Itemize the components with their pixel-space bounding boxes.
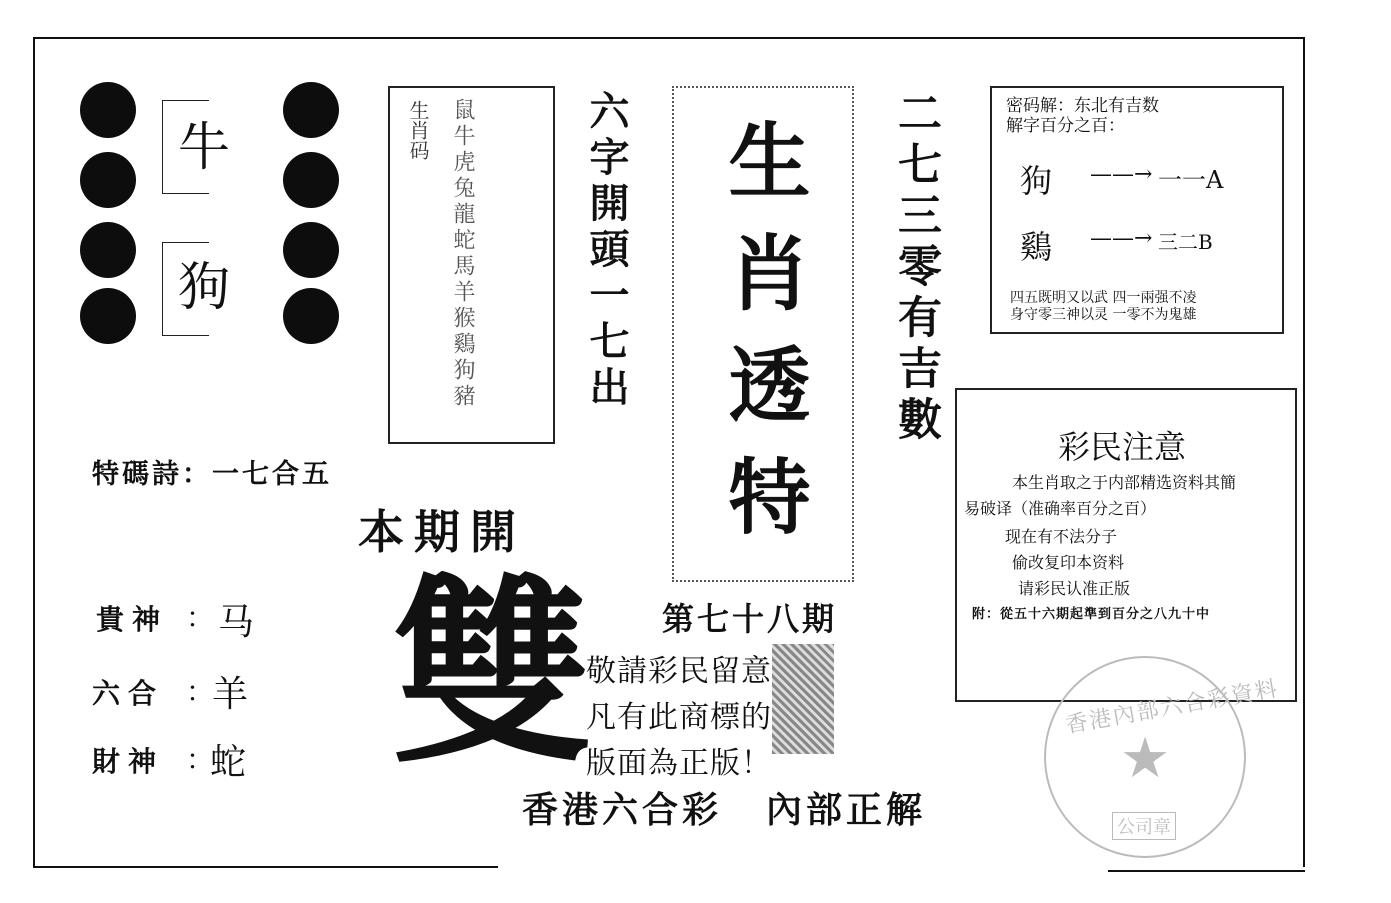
notice-line-1: 本生肖取之于内部精选资料其簡 (1012, 473, 1237, 492)
noble-god-label: 貴神 (96, 603, 169, 636)
cipher-zodiac-2: 鷄 (1020, 228, 1053, 266)
special-code-poem: 特碼詩：一七合五 (92, 459, 332, 490)
black-dot (283, 152, 339, 208)
black-dot (80, 152, 136, 208)
cipher-code-1: 一一A (1158, 166, 1224, 194)
black-dot (80, 288, 136, 344)
center-title: 生肖透特 (715, 118, 811, 566)
frame-bottom-border-left (33, 866, 498, 868)
zodiac-pick-top: 牛 (178, 118, 231, 178)
notice-line-4: 偷改复印本资料 (1012, 553, 1125, 572)
frame-left-border (33, 37, 35, 867)
star-icon: ★ (1120, 726, 1171, 791)
arrow-right-icon: ——→ (1090, 162, 1153, 187)
black-dot (80, 222, 136, 278)
issue-number: 第七十八期 (662, 600, 838, 638)
zodiac-pick-bottom: 狗 (178, 258, 231, 318)
this-issue-heading: 本期開 (358, 505, 526, 559)
six-char-heading: 六字開頭一七出 (583, 90, 630, 412)
black-dot (283, 82, 339, 138)
arrow-right-icon: ——→ (1090, 226, 1153, 251)
notice-line-5: 请彩民认准正版 (1018, 579, 1131, 598)
wealth-god-value: 蛇 (210, 742, 247, 783)
footer-tagline: 內部正解 (766, 789, 927, 831)
attention-line-2: 凡有此商標的 (586, 700, 772, 735)
frame-top-border (33, 37, 1305, 39)
notice-line-3: 现在有不法分子 (1005, 527, 1118, 546)
trademark-seal-icon (772, 644, 834, 754)
cipher-heading-1: 密码解：东北有吉数 (1006, 96, 1159, 116)
big-double-character: 雙 (392, 556, 593, 791)
colon: ： (186, 743, 215, 776)
cipher-zodiac-1: 狗 (1020, 162, 1053, 200)
stamp-ring-text: 香港內部六合彩資料 (1063, 676, 1281, 739)
liuhe-label: 六合 (92, 677, 165, 710)
attention-line-1: 敬請彩民留意 (586, 654, 772, 689)
black-dot (80, 82, 136, 138)
lucky-number-heading: 二七三零有吉數 (890, 90, 941, 447)
black-dot (283, 222, 339, 278)
stamp-bottom-text: 公司章 (1112, 812, 1176, 840)
cipher-code-2: 三二B (1158, 230, 1213, 254)
cipher-note-1: 四五既明又以武 四一兩强不凌 (1010, 290, 1197, 306)
black-dot (283, 288, 339, 344)
colon: ： (186, 601, 215, 634)
cipher-note-2: 身守零三神以灵 一零不为鬼雄 (1010, 307, 1197, 323)
zodiac-animal-list: 鼠牛虎兔龍蛇馬羊猴鷄狗豬 (450, 98, 475, 410)
notice-line-2: 易破译（准确率百分之百） (964, 499, 1157, 518)
colon: ： (186, 675, 215, 708)
frame-right-border (1303, 37, 1305, 867)
notice-title: 彩民注意 (1058, 428, 1187, 466)
cipher-heading-2: 解字百分之百： (1006, 116, 1125, 136)
liuhe-value: 羊 (212, 674, 249, 715)
notice-footer: 附：從五十六期起準到百分之八九十中 (972, 607, 1211, 622)
footer-brand: 香港六合彩 (522, 789, 723, 831)
wealth-god-label: 財神 (92, 745, 165, 778)
noble-god-value: 马 (218, 602, 255, 643)
frame-bottom-border-right (1108, 870, 1305, 872)
zodiac-code-label: 生肖码 (406, 100, 430, 160)
attention-line-3: 版面為正版！ (586, 746, 772, 781)
